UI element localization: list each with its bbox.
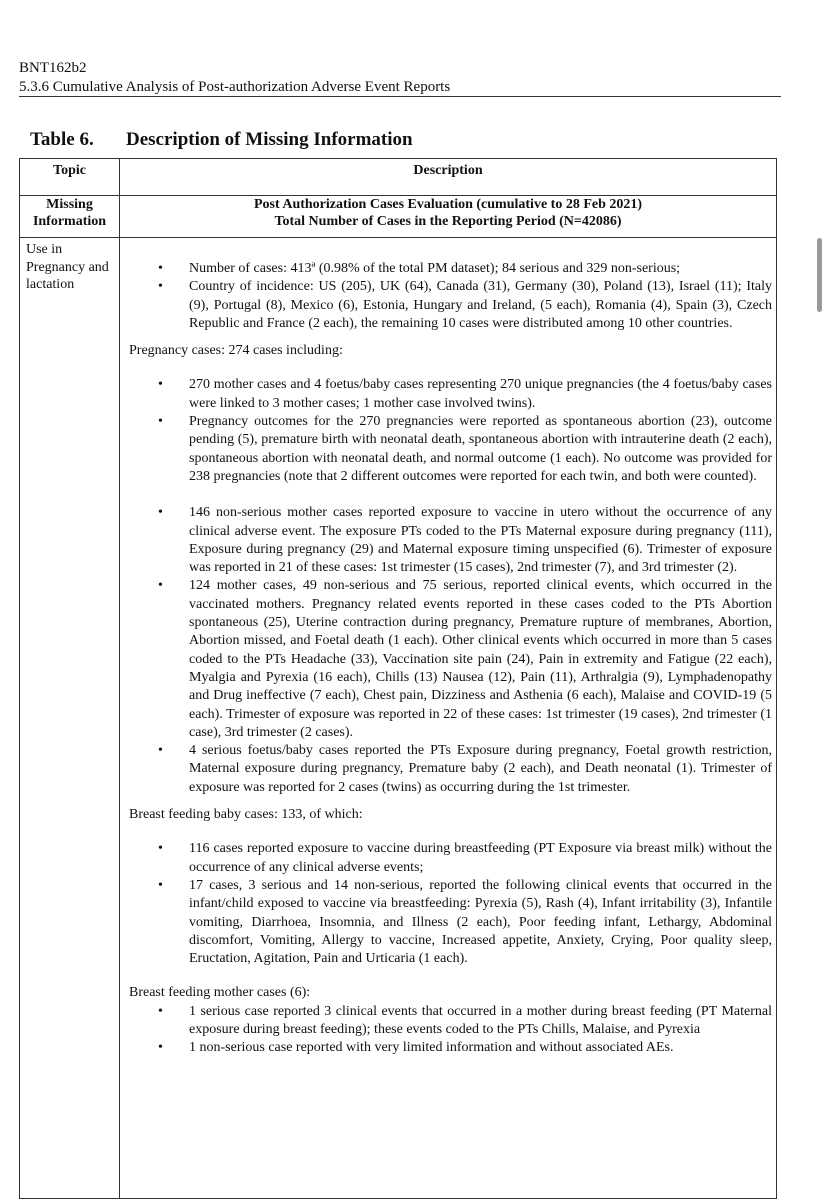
pregnancy-list	[129, 376, 772, 486]
table-caption	[30, 129, 413, 151]
table-title: Description of Missing Information	[126, 129, 413, 150]
list-item: • 270 mother cases and 4 foetus/baby cases representing 270 unique pregnancies (the 4 foetus/baby cases were linked to 3 mother cases; 1 mother case involved twins).	[129, 376, 772, 413]
case-summary-list	[129, 260, 772, 333]
list-item: • Country of incidence: US (205), UK (64), Canada (31), Germany (30), Poland (13), Israel (11); Italy (9), Portugal (8), Mexico (6), Estonia, Hungary and Ireland, (5 each), Romania (4), Spain (3), Czech Republic and France (2 each), the remaining 10 cases were distributed among 10 other countries.	[129, 278, 772, 333]
table-number: Table 6.	[30, 129, 94, 150]
list-item: • 116 cases reported exposure to vaccine during breastfeeding (PT Exposure via breast milk) without the occurrence of any clinical adverse events;	[129, 840, 772, 877]
description-column-header: Description	[120, 159, 777, 196]
breastfeeding-mother-heading: Breast feeding mother cases (6):	[129, 985, 311, 1001]
pregnancy-lactation-row	[20, 238, 777, 1199]
list-item: • 1 non-serious case reported with very limited information and without associated AEs.	[129, 1039, 772, 1057]
evaluation-heading	[120, 196, 777, 238]
document-section-title: 5.3.6 Cumulative Analysis of Post-authorization Adverse Event Reports	[19, 79, 451, 95]
missing-information-row	[20, 196, 777, 238]
breastfeeding-baby-list	[129, 840, 772, 968]
total-cases-line: Total Number of Cases in the Reporting Period (N=42086)	[274, 213, 622, 229]
topic-cell: Use in Pregnancy and lactation	[20, 238, 120, 1199]
pregnancy-cases-heading: Pregnancy cases: 274 cases including:	[129, 343, 343, 359]
scrollbar-thumb[interactable]	[817, 238, 822, 312]
list-item: • 17 cases, 3 serious and 14 non-serious, reported the following clinical events that occurred in the infant/child exposed to vaccine via breastfeeding: Pyrexia (5), Rash (4), Infant irritability (3), Infantile vomiting, Diarrhoea, Insomnia, and Illness (2 each), Poor feeding infant, Lethargy, Abdominal discomfort, Vomiting, Allergy to vaccine, Increased appetite, Anxiety, Crying, Poor quality sleep, Eructation, Agitation, Pain and Urticaria (1 each).	[129, 877, 772, 968]
list-item: • 4 serious foetus/baby cases reported the PTs Exposure during pregnancy, Foetal growth restriction, Maternal exposure during pregnancy, Premature baby (2 each), and Death neonatal (1). Trimester of exposure was reported for 2 cases (twins) as occurring during the 1st trimester.	[129, 742, 772, 797]
list-item: • 1 serious case reported 3 clinical events that occurred in a mother during breast feeding (PT Maternal exposure during breast feeding); these events coded to the PTs Chills, Malaise, and Pyrexia	[129, 1003, 772, 1040]
missing-information-label: Missing Information	[20, 196, 120, 238]
header-divider	[19, 96, 781, 97]
list-item: • Pregnancy outcomes for the 270 pregnancies were reported as spontaneous abortion (23), outcome pending (5), premature birth with neonatal death, spontaneous abortion with intrauterine death (2 each), spontaneous abortion with neonatal death, and normal outcome (1 each). No outcome was provided for 238 pregnancies (note that 2 different outcomes were reported for each twin, and both were counted).	[129, 413, 772, 486]
document-id: BNT162b2	[19, 60, 87, 76]
breastfeeding-mother-list	[129, 1003, 772, 1058]
description-cell	[120, 238, 777, 1199]
missing-information-table	[19, 158, 777, 1199]
list-item: • Number of cases: 413ª (0.98% of the total PM dataset); 84 serious and 329 non-serious;	[129, 260, 772, 278]
pregnancy-clinical-list	[129, 504, 772, 797]
breastfeeding-baby-heading: Breast feeding baby cases: 133, of which:	[129, 807, 363, 823]
list-item: • 124 mother cases, 49 non-serious and 75 serious, reported clinical events, which occurred in the vaccinated mothers. Pregnancy related events reported in these cases coded to the PTs Abortion spontaneous (25), Uterine contraction during pregnancy, Premature rupture of membranes, Abortion, Abortion missed, and Foetal death (1 each). Other clinical events which occurred in more than 5 cases coded to the PTs Headache (33), Vaccination site pain (24), Pain in extremity and Fatigue (22 each), Myalgia and Pyrexia (16 each), Chills (13) Nausea (12), Pain (11), Arthralgia (9), Lymphadenopathy and Drug ineffective (7 each), Chest pain, Dizziness and Asthenia (6 each), Malaise and COVID-19 (5 each). Trimester of exposure was reported in 22 of these cases: 1st trimester (19 cases), 2nd trimester (1 case), 3rd trimester (2 cases).	[129, 577, 772, 742]
evaluation-title: Post Authorization Cases Evaluation (cumulative to 28 Feb 2021)	[253, 197, 643, 212]
table-header-row	[20, 159, 777, 196]
list-item: • 146 non-serious mother cases reported exposure to vaccine in utero without the occurrence of any clinical adverse event. The exposure PTs coded to the PTs Maternal exposure during pregnancy (111), Exposure during pregnancy (29) and Maternal exposure timing unspecified (6). Trimester of exposure was reported in 21 of these cases: 1st trimester (15 cases), 2nd trimester (7), and 3rd trimester (2).	[129, 504, 772, 577]
topic-column-header: Topic	[20, 159, 120, 196]
